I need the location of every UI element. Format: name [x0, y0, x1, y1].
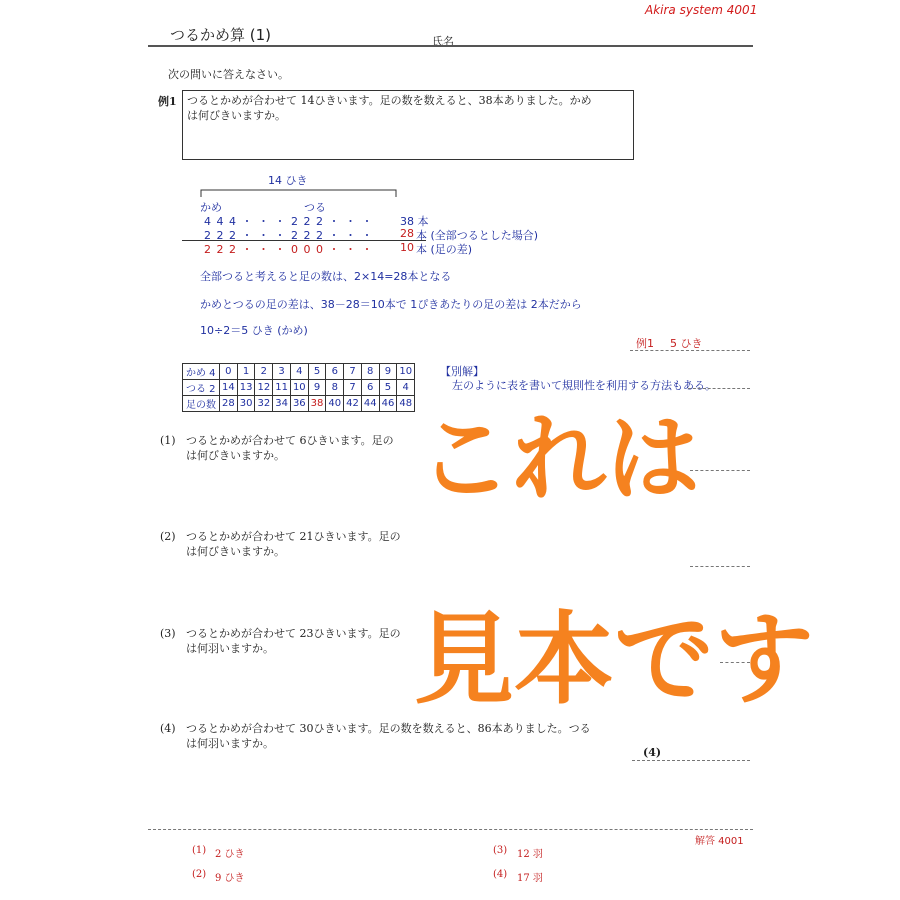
table-row — [183, 380, 415, 396]
table-cell: 8 — [326, 380, 344, 396]
diagram-row3-suffix: 本 (足の差) — [416, 243, 473, 256]
worksheet-title: つるかめ算 (1) — [170, 26, 272, 44]
table-cell: 34 — [273, 396, 291, 412]
table-cell: 38 — [308, 396, 326, 412]
problem-1-number: (1) — [160, 434, 176, 447]
instruction-text: 次の問いに答えなさい。 — [168, 68, 289, 81]
example-label: 例1 — [158, 95, 177, 108]
answer-3-value: 12 羽 — [517, 849, 543, 860]
diagram-tsuru-label: つる — [304, 201, 326, 214]
problem-2-line1: つるとかめが合わせて 21ひきいます。足の — [186, 530, 401, 543]
answer-2-number: (2) — [192, 869, 207, 880]
table-cell: 4 — [397, 380, 415, 396]
diagram-total-label: 14 ひき — [268, 174, 308, 187]
table-cell: 48 — [397, 396, 415, 412]
table-cell: 28 — [220, 396, 238, 412]
answer-blank-label-4: (4) — [643, 746, 662, 759]
explain-line1: 全部つると考えると足の数は、2×14=28本となる — [200, 270, 452, 283]
pattern-table — [182, 363, 415, 412]
table-cell: 10 — [290, 380, 308, 396]
table-cell: 40 — [326, 396, 344, 412]
table-cell: 9 — [308, 380, 326, 396]
problem-4-line2: は何羽いますか。 — [186, 737, 274, 750]
problem-3-line1: つるとかめが合わせて 23ひきいます。足の — [186, 627, 401, 640]
problem-3-line2: は何羽いますか。 — [186, 642, 274, 655]
diagram-row2-value: 28 — [400, 227, 414, 240]
table-cell: 12 — [255, 380, 273, 396]
table-cell: 14 — [220, 380, 238, 396]
answer-cut-line — [148, 829, 753, 830]
table-cell: 46 — [379, 396, 397, 412]
brace-icon — [200, 186, 398, 198]
watermark-line1: これは — [418, 405, 701, 514]
table-cell: 7 — [344, 364, 362, 380]
watermark-line2: 見本です — [414, 601, 814, 718]
table-cell: 1 — [237, 364, 255, 380]
example-text-line1: つるとかめが合わせて 14ひきいます。足の数を数えると、38本ありました。かめ — [187, 94, 592, 107]
answer-2-value: 9 ひき — [215, 873, 245, 884]
table-row-label: つる 2 — [183, 380, 220, 396]
table-cell: 5 — [308, 364, 326, 380]
table-row — [183, 364, 415, 380]
problem-3-number: (3) — [160, 627, 176, 640]
table-cell: 30 — [237, 396, 255, 412]
problem-1-line2: は何びきいますか。 — [186, 449, 285, 462]
answer-1-value: 2 ひき — [215, 849, 245, 860]
example-answer-line — [630, 350, 750, 351]
table-cell: 3 — [273, 364, 291, 380]
diagram-row1-value: 38 本 — [400, 215, 429, 228]
diagram-row3-value: 10 — [400, 241, 414, 254]
table-cell: 5 — [379, 380, 397, 396]
table-cell: 10 — [397, 364, 415, 380]
answer-1-number: (1) — [192, 845, 207, 856]
answer-4-number: (4) — [493, 869, 508, 880]
diagram-row2-suffix: 本 (全部つるとした場合) — [416, 229, 539, 242]
diagram-kame-label: かめ — [200, 201, 222, 214]
table-cell: 44 — [361, 396, 379, 412]
table-cell: 32 — [255, 396, 273, 412]
table-cell: 8 — [361, 364, 379, 380]
explain-line3: 10÷2＝5 ひき (かめ) — [200, 324, 308, 337]
answer-blank-line-4 — [632, 760, 750, 761]
table-cell: 9 — [379, 364, 397, 380]
diagram-row1: 4 4 4 ・ ・ ・ 2 2 2 ・ ・ ・ — [204, 215, 374, 228]
table-cell: 7 — [344, 380, 362, 396]
table-cell: 2 — [255, 364, 273, 380]
answer-blank-line-2 — [690, 566, 750, 567]
problem-2-line2: は何びきいますか。 — [186, 545, 285, 558]
answer-key-header: 解答 4001 — [695, 836, 744, 847]
table-row-label: 足の数 — [183, 396, 220, 412]
answer-4-value: 17 羽 — [517, 873, 543, 884]
table-cell: 42 — [344, 396, 362, 412]
table-note-line — [688, 388, 750, 389]
problem-2-number: (2) — [160, 530, 176, 543]
diagram-row2: 2 2 2 ・ ・ ・ 2 2 2 ・ ・ ・ — [204, 229, 374, 242]
table-cell: 36 — [290, 396, 308, 412]
explain-line2: かめとつるの足の差は、38－28＝10本で 1ぴきあたりの足の差は 2本だから — [200, 298, 582, 311]
problem-4-line1: つるとかめが合わせて 30ひきいます。足の数を数えると、86本ありました。つる — [186, 722, 591, 735]
problem-1-line1: つるとかめが合わせて 6ひきいます。足の — [186, 434, 394, 447]
example-answer-label: 例1 — [636, 337, 654, 350]
table-cell: 6 — [361, 380, 379, 396]
table-cell: 11 — [273, 380, 291, 396]
header-rule — [148, 45, 753, 47]
table-row — [183, 396, 415, 412]
example-text-line2: は何びきいますか。 — [187, 109, 286, 122]
table-cell: 13 — [237, 380, 255, 396]
table-row-label: かめ 4 — [183, 364, 220, 380]
answer-3-number: (3) — [493, 845, 508, 856]
problem-4-number: (4) — [160, 722, 176, 735]
table-cell: 4 — [290, 364, 308, 380]
brand-label: Akira system 4001 — [645, 3, 758, 17]
example-answer-value: 5 ひき — [670, 337, 703, 350]
table-note-title: 【別解】 — [440, 365, 484, 378]
diagram-row3: 2 2 2 ・ ・ ・ 0 0 0 ・ ・ ・ — [204, 243, 374, 256]
example-box — [182, 90, 634, 160]
name-label: 氏名 — [432, 35, 454, 48]
table-cell: 0 — [220, 364, 238, 380]
table-cell: 6 — [326, 364, 344, 380]
table-note-text: 左のように表を書いて規則性を利用する方法もある。 — [452, 379, 716, 392]
